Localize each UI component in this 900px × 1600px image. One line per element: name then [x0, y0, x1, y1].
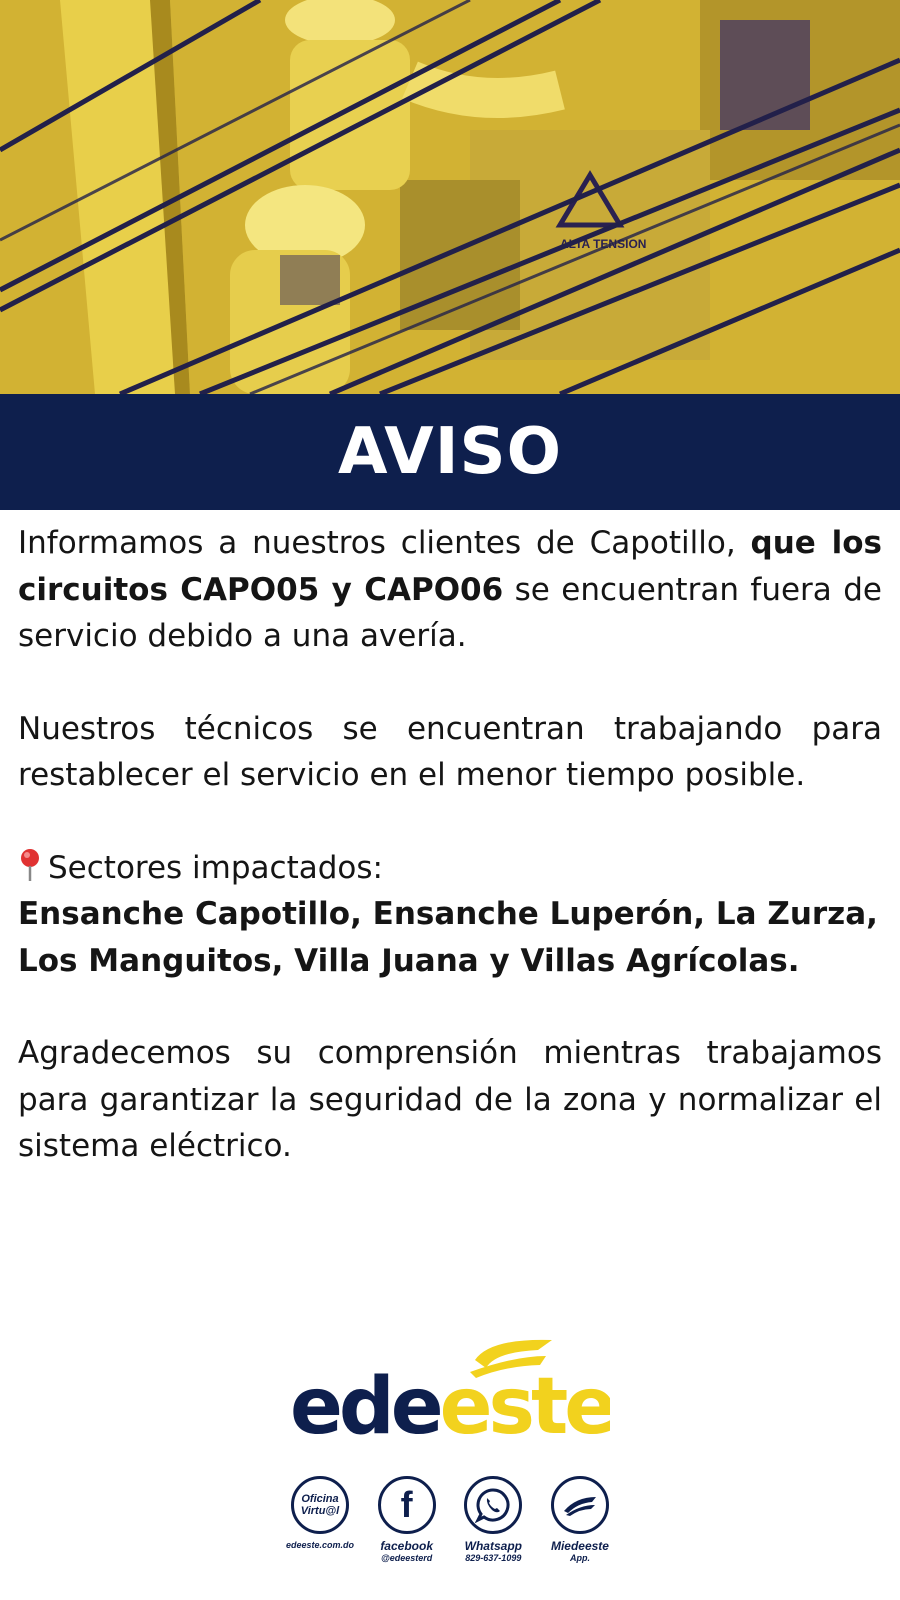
- map-pin-icon: [18, 848, 42, 882]
- oficina-virtual-link[interactable]: [280, 1476, 360, 1572]
- edeeste-logo-graphic: [290, 1338, 610, 1448]
- sectors-block: [18, 845, 882, 985]
- whatsapp-icon: [464, 1476, 522, 1534]
- app-caption: Miedeeste: [550, 1539, 609, 1553]
- facebook-sub: @edeesterd: [381, 1553, 433, 1563]
- banner-title: AVISO: [337, 415, 563, 489]
- notice-paragraph-1: [18, 520, 882, 660]
- logo-text-ede: ede: [290, 1362, 440, 1448]
- oficina-virtual-line1: Oficina: [301, 1493, 339, 1505]
- notice-body: [18, 520, 882, 1216]
- oficina-virtual-sub: edeeste.com.do: [285, 1540, 355, 1550]
- notice-paragraph-2: Nuestros técnicos se encuentran trabajando para restablecer el servicio en el menor tiempo posible.: [18, 710, 882, 793]
- oficina-virtual-line2: Virtu@l: [300, 1505, 340, 1517]
- aviso-banner: [0, 394, 900, 510]
- hero-photo: [0, 0, 900, 394]
- whatsapp-sub: 829-637-1099: [465, 1553, 522, 1563]
- social-links: [280, 1476, 620, 1572]
- facebook-icon: [378, 1476, 436, 1534]
- facebook-link[interactable]: [367, 1476, 447, 1572]
- svg-text:edeeste: [290, 1362, 610, 1448]
- oficina-virtual-icon: [291, 1476, 349, 1534]
- notice-paragraph-4: Agradecemos su comprensión mientras trabajamos para garantizar la seguridad de la zona y normalizar el sistema eléctrico.: [18, 1035, 882, 1164]
- app-icon: [551, 1476, 609, 1534]
- sectors-label-row: [18, 845, 882, 892]
- hero-sign-text: ALTA TENSION: [560, 237, 647, 251]
- sectors-label: Sectores impactados:: [48, 849, 383, 886]
- sectors-list: Ensanche Capotillo, Ensanche Luperón, La Zurza, Los Manguitos, Villa Juana y Villas Agrícolas.: [18, 896, 878, 979]
- paragraph-1-rest: se encuentran fuera de servicio debido a una avería.: [18, 571, 882, 654]
- facebook-caption: facebook: [380, 1539, 433, 1553]
- whatsapp-caption: Whatsapp: [464, 1539, 522, 1553]
- app-sub: App.: [569, 1553, 590, 1563]
- whatsapp-link[interactable]: [453, 1476, 533, 1572]
- app-swoosh-glyph: [562, 1493, 598, 1517]
- edeeste-logo: [290, 1338, 610, 1448]
- utility-workers-illustration: [0, 0, 900, 394]
- app-link[interactable]: [540, 1476, 620, 1572]
- logo-text-este: este: [439, 1362, 610, 1448]
- facebook-glyph: f: [400, 1484, 413, 1525]
- paragraph-1-bold: que los circuitos CAPO05 y CAPO06: [18, 525, 882, 608]
- paragraph-1-intro: Informamos a nuestros clientes de Capotillo,: [18, 525, 751, 561]
- whatsapp-glyph: [475, 1487, 511, 1523]
